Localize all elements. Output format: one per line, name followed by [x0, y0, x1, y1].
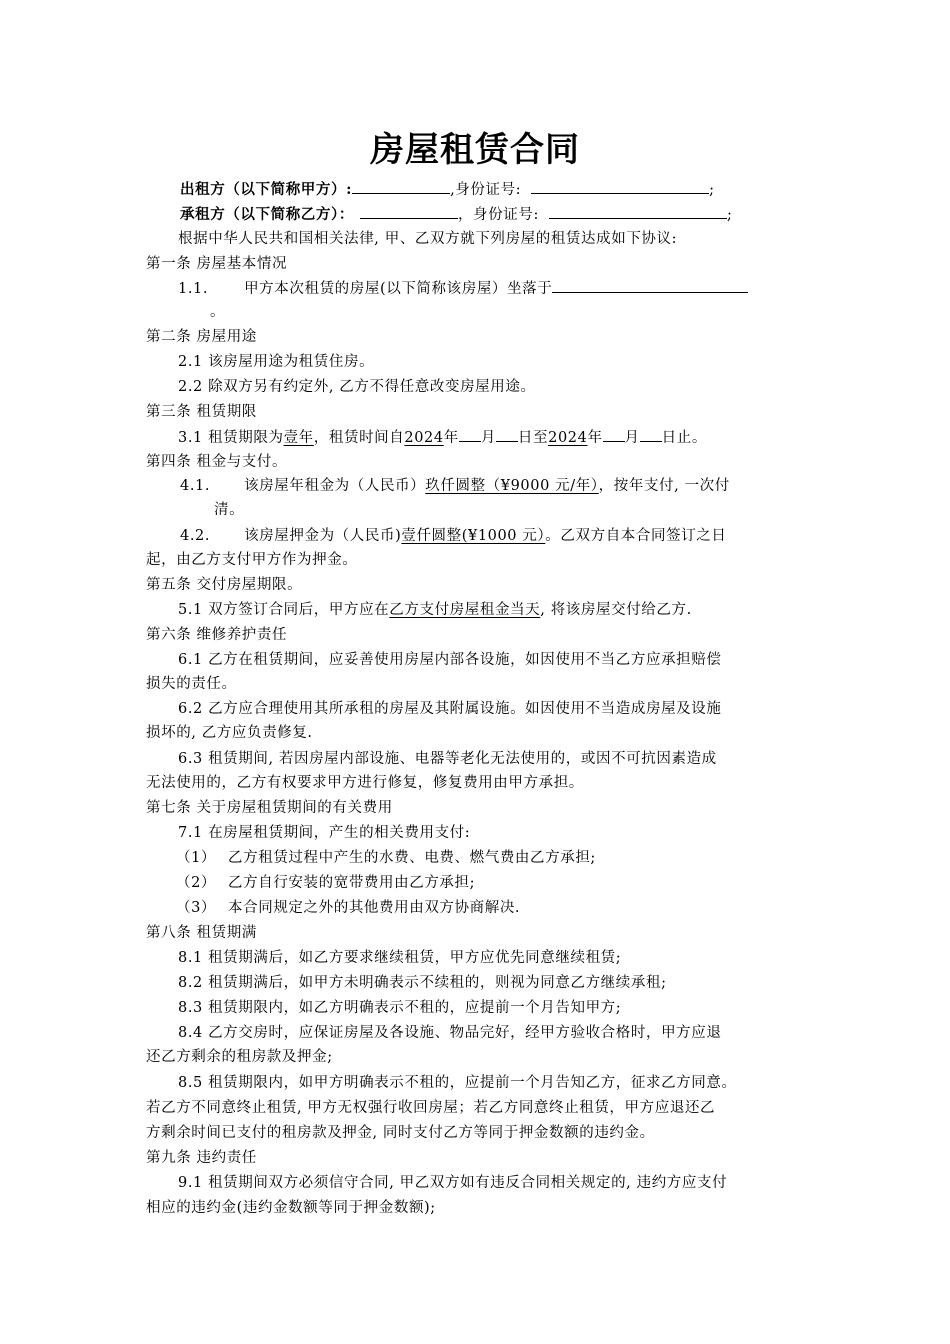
year-unit: 年 [443, 430, 459, 446]
article-9-heading: 第九条 违约责任 [146, 1150, 257, 1166]
day-end-text: 日止。 [661, 430, 707, 446]
clause-4-2-text: 该房屋押金为（人民币) [244, 528, 402, 544]
clause-1-1-number: 1.1. [178, 281, 209, 297]
lessee-label: 承租方（以下简称乙方）： [180, 206, 354, 223]
clause-6-2-line-1: 6.2 乙方应合理使用其所承租的房屋及其附属设施。如因使用不当造成房屋及设施 [178, 701, 722, 717]
clause-5-1-text-2: , 将该房屋交付给乙方. [540, 602, 692, 618]
clause-3-1 [178, 426, 707, 449]
document-title: 房屋租赁合同 [370, 130, 580, 170]
lessee-line [180, 203, 732, 226]
clause-8-5-line-3: 方剩余时间已支付的租房款及押金, 同时支付乙方等同于押金数额的违约金。 [146, 1125, 655, 1141]
end-day-blank [640, 426, 662, 442]
clause-8-4-line-1: 8.4 乙方交房时，应保证房屋及各设施、物品完好，经甲方验收合格时，甲方应退 [178, 1025, 722, 1041]
month-unit-2: 月 [624, 430, 640, 446]
lease-term: 壹年 [283, 430, 314, 446]
lessee-end: ; [726, 207, 733, 223]
start-year: 2024 [404, 430, 444, 446]
list-item-text: 乙方自行安装的宽带费用由乙方承担; [228, 875, 476, 891]
lessee-id-label: ，身份证号: [457, 207, 539, 223]
clause-2-2: 2.2 除双方另有约定外, 乙方不得任意改变房屋用途。 [178, 379, 536, 395]
intro-text: 根据中华人民共和国相关法律, 甲、乙双方就下列房屋的租赁达成如下协议: [178, 231, 678, 247]
list-item-number: （2） [176, 875, 217, 891]
lessee-name-blank [360, 203, 458, 219]
start-month-blank [459, 426, 481, 442]
list-item-text: 乙方租赁过程中产生的水费、电费、燃气费由乙方承担; [228, 850, 596, 866]
clause-3-1-text-2: ，租赁时间自 [313, 430, 405, 446]
start-day-blank [496, 426, 518, 442]
clause-6-2-line-2: 损坏的, 乙方应负责修复. [146, 725, 313, 741]
list-item-number: （3） [176, 900, 217, 916]
clause-8-2: 8.2 租赁期满后，如甲方未明确表示不续租的，则视为同意乙方继续承租; [178, 975, 667, 991]
list-item-number: （1） [176, 850, 217, 866]
clause-3-1-text: 3.1 租赁期限为 [178, 430, 284, 446]
list-item [176, 872, 475, 894]
lessor-end: ; [709, 182, 715, 198]
clause-5-1 [178, 599, 692, 621]
clause-4-1-text: 该房屋年租金为（人民币） [244, 478, 426, 494]
article-8-heading: 第八条 租赁期满 [146, 925, 257, 941]
clause-4-2-text-2: 。乙双方自本合同签订之日 [545, 528, 727, 544]
clause-4-1-text-2: ，按年支付, 一次付 [598, 478, 730, 494]
clause-1-1-end: 。 [210, 304, 226, 320]
clause-4-2-number: 4.2. [180, 528, 211, 544]
clause-6-1-line-1: 6.1 乙方在租赁期间，应妥善使用房屋内部各设施，如因使用不当乙方应承担赔偿 [178, 652, 722, 668]
lessor-id-blank [531, 178, 709, 194]
deposit-amount: 壹仟圆整(¥1000 元） [401, 528, 546, 544]
clause-4-1-cont: 清。 [214, 502, 245, 518]
article-5-heading: 第五条 交付房屋期限。 [146, 577, 303, 593]
clause-4-2-cont: 起，由乙方支付甲方作为押金。 [146, 552, 358, 568]
article-6-heading: 第六条 维修养护责任 [146, 627, 288, 643]
clause-1-1 [178, 277, 748, 300]
clause-8-5-line-1: 8.5 租赁期限内，如甲方明确表示不租的，应提前一个月告知乙方，征求乙方同意。 [178, 1075, 737, 1091]
handover-condition: 乙方支付房屋租金当天 [389, 602, 541, 618]
clause-4-1-number: 4.1. [180, 478, 211, 494]
article-2-heading: 第二条 房屋用途 [146, 329, 257, 345]
lessor-line [180, 178, 715, 201]
day-to-text: 日至 [517, 430, 549, 446]
clause-4-2 [180, 525, 727, 547]
lessor-id-label: ,身份证号: [450, 182, 522, 198]
clause-9-1-line-1: 9.1 租赁期间双方必须信守合同, 甲乙双方如有违反合同相关规定的, 违约方应支付 [178, 1175, 728, 1191]
year-unit-2: 年 [587, 430, 603, 446]
list-item [176, 897, 520, 919]
list-item [176, 847, 596, 869]
clause-8-5-line-2: 若乙方不同意终止租赁, 甲方无权强行收回房屋；若乙方同意终止租赁，甲方应退还乙 [146, 1100, 716, 1116]
clause-2-1: 2.1 该房屋用途为租赁住房。 [178, 354, 375, 370]
clause-8-4-line-2: 还乙方剩余的租房款及押金; [146, 1049, 333, 1065]
clause-6-3-line-1: 6.3 租赁期间, 若因房屋内部设施、电器等老化无法使用的，或因不可抗因素造成 [178, 751, 717, 767]
lessee-id-blank [549, 203, 727, 219]
lessor-label: 出租方（以下简称甲方）: [180, 181, 353, 198]
list-item-text: 本合同规定之外的其他费用由双方协商解决. [228, 900, 521, 916]
article-4-heading: 第四条 租金与支付。 [146, 454, 288, 470]
lessor-name-blank [352, 178, 450, 194]
month-unit: 月 [480, 430, 496, 446]
annual-rent-amount: 玖仟圆整（¥9000 元/年） [425, 478, 599, 494]
article-3-heading: 第三条 租赁期限 [146, 404, 257, 420]
clause-1-1-text: 甲方本次租赁的房屋(以下简称该房屋）坐落于 [244, 281, 553, 297]
clause-7-1: 7.1 在房屋租赁期间，产生的相关费用支付: [178, 825, 471, 841]
end-year: 2024 [548, 430, 588, 446]
clause-8-1: 8.1 租赁期满后，如乙方要求继续租赁，甲方应优先同意继续租赁; [178, 950, 622, 966]
clause-4-1 [180, 475, 730, 497]
clause-5-1-text: 5.1 双方签订合同后，甲方应在 [178, 602, 390, 618]
address-blank [552, 277, 748, 293]
clause-9-1-line-2: 相应的违约金(违约金数额等同于押金数额); [146, 1200, 436, 1216]
clause-6-1-line-2: 损失的责任。 [146, 676, 237, 692]
end-month-blank [603, 426, 625, 442]
article-7-heading: 第七条 关于房屋租赁期间的有关费用 [146, 800, 393, 816]
article-1-heading: 第一条 房屋基本情况 [146, 256, 288, 272]
clause-6-3-line-2: 无法使用的，乙方有权要求甲方进行修复，修复费用由甲方承担。 [146, 775, 584, 791]
clause-8-3: 8.3 租赁期限内，如乙方明确表示不租的，应提前一个月告知甲方; [178, 1000, 622, 1016]
